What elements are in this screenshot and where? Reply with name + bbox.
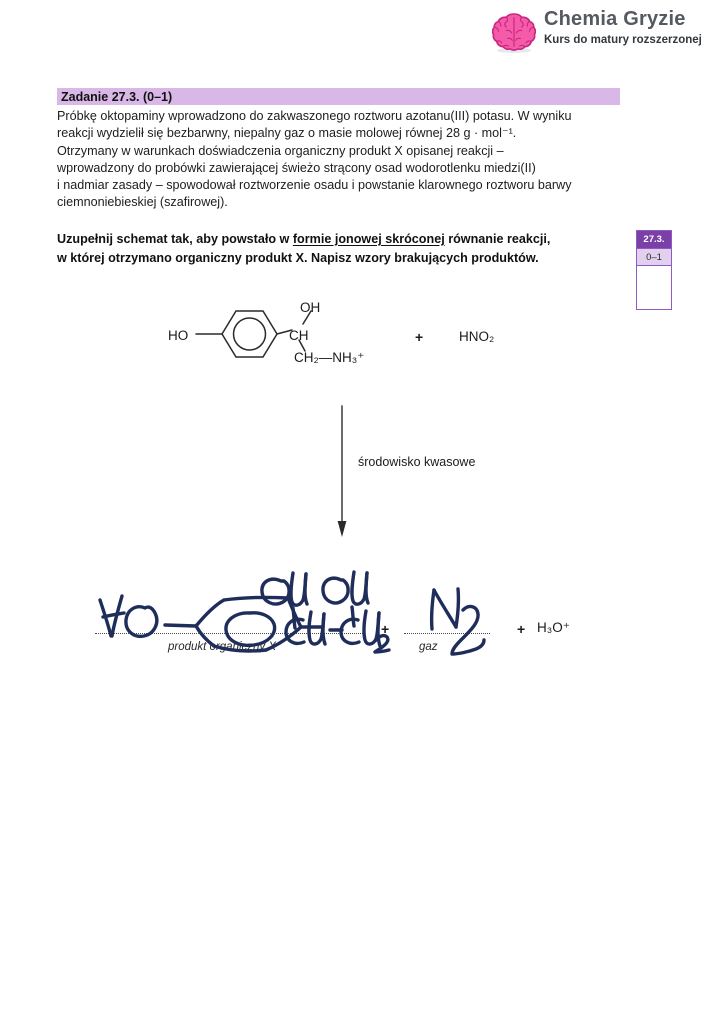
task-body-line: reakcji wydzielił się bezbarwny, niepalny gaz o masie molowej równej 28 g · mol⁻¹. [57,126,517,141]
plus-sign-3: + [517,621,526,637]
instruction-line-2: w której otrzymano organiczny produkt X. Napisz wzory brakujących produktów. [57,251,539,265]
handwritten-n2 [432,589,484,654]
instruction-text-b: równanie reakcji, [444,232,551,246]
answer-blank-gas[interactable] [404,633,490,634]
aromatic-circle [234,318,266,350]
instruction-line-1 [57,230,637,249]
handwritten-ch [286,612,325,644]
handwritten-bond-oh1 [293,608,295,628]
task-body-line: ciemnoniebieskiej (szafirowej). [57,195,228,210]
handwritten-oh-2 [323,572,368,604]
brand-title: Chemia Gryzie [544,8,686,30]
score-box [636,230,672,310]
answer-label-gas: gaz [419,641,438,653]
score-box-points-range: 0–1 [637,249,671,266]
task-title: Zadanie 27.3. (0–1) [61,90,173,104]
arrow-condition-label: środowisko kwasowe [358,455,476,469]
instruction-text-a: Uzupełnij schemat tak, aby powstało w [57,232,293,246]
label-oh: OH [300,300,321,315]
handwritten-bond-oh2 [352,607,354,626]
label-ch: CH [289,328,309,343]
brand-logo [492,8,712,60]
answer-label-organic: produkt organiczny X [168,641,277,653]
answer-blank-organic[interactable] [95,633,365,634]
label-ho: HO [168,328,189,343]
label-hno2: HNO₂ [459,329,495,344]
handwritten-oh-1 [262,573,307,605]
brain-icon [492,10,536,54]
handwritten-bond-left [165,625,196,626]
score-box-answer-cell[interactable] [637,266,671,309]
benzene-hexagon [222,311,277,357]
reaction-arrow [338,406,347,537]
task-instruction [57,230,637,268]
label-ch2-nh3: CH₂—NH₃⁺ [294,350,365,365]
brand-subtitle: Kurs do matury rozszerzonej [544,34,702,46]
task-body-line: Próbkę oktopaminy wprowadzono do zakwaszonego roztworu azotanu(III) potasu. W wyniku [57,109,572,123]
score-box-task-number: 27.3. [637,231,671,249]
task-body-text [57,108,637,212]
label-h3o-plus: H₃O⁺ [537,620,570,635]
task-body-line: i nadmiar zasady – spowodował roztworzenie osadu i powstanie klarownego roztworu barwy [57,178,572,193]
plus-sign-2: + [381,621,390,637]
plus-sign-1: + [415,329,424,345]
task-body-line: wprowadzony do probówki zawierającej świeżo strącony osad wodorotlenku miedzi(II) [57,160,536,175]
task-body-line: Otrzymany w warunkach doświadczenia organiczny produkt X opisanej reakcji – [57,143,504,158]
instruction-underlined: formie jonowej skróconej [292,232,445,246]
handwritten-ho [100,596,157,636]
